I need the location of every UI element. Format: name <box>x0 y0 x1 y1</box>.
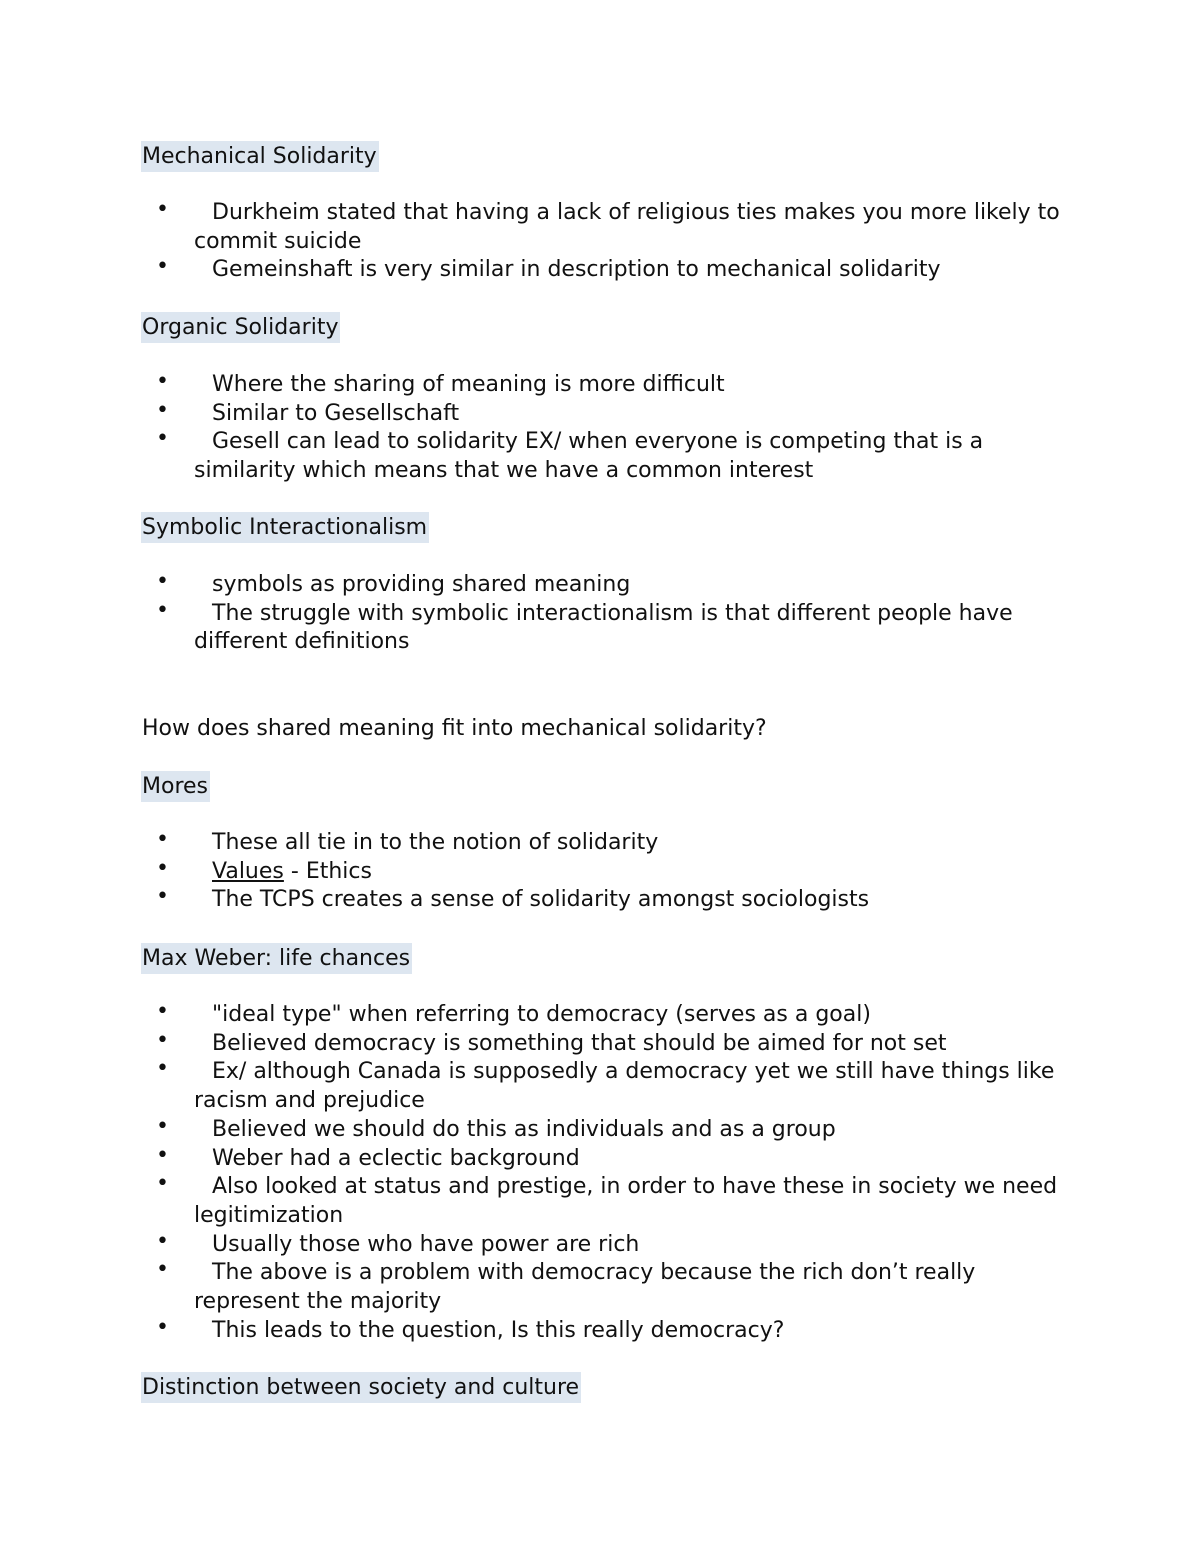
list-item-text: This leads to the question, Is this really democracy? <box>212 1317 785 1343</box>
list-item <box>0 886 1074 915</box>
list-item-text: Believed democracy is something that should be aimed for not set <box>212 1030 947 1056</box>
list-item <box>0 597 1074 657</box>
organic-list <box>0 371 1200 486</box>
bullet-icon: • <box>156 597 169 623</box>
list-item-text: symbols as providing shared meaning <box>212 572 631 597</box>
list-item <box>0 1001 1074 1030</box>
list-item <box>0 1173 1074 1230</box>
bullet-icon: • <box>156 1171 169 1197</box>
list-item <box>0 855 1074 887</box>
bullet-icon: • <box>156 254 169 280</box>
question-text: How does shared meaning fit into mechanical solidarity? <box>142 716 767 741</box>
bullet-icon: • <box>156 1228 169 1254</box>
list-item-text: These all tie in to the notion of solidarity <box>212 830 659 855</box>
weber-list <box>0 1001 1200 1345</box>
list-item <box>0 428 1074 485</box>
list-item-text: Usually those who have power are rich <box>212 1231 640 1257</box>
list-item <box>0 1142 1074 1174</box>
list-item <box>0 1058 1074 1115</box>
mechanical-list <box>0 199 1200 285</box>
bullet-icon: • <box>156 1056 169 1082</box>
list-item-text: Believed we should do this as individuals and as a group <box>212 1116 836 1142</box>
heading-mores: Mores <box>141 771 210 802</box>
heading-organic-solidarity: Organic Solidarity <box>141 312 340 343</box>
bullet-icon: • <box>156 1314 169 1340</box>
bullet-icon: • <box>156 1027 169 1053</box>
bullet-icon: • <box>156 827 169 852</box>
list-item <box>0 1259 1074 1316</box>
heading-max-weber: Max Weber: life chances <box>141 943 412 974</box>
list-item-text: "ideal type" when referring to democracy (serves as a goal) <box>212 1002 871 1027</box>
bullet-icon: • <box>156 1257 169 1283</box>
bullet-icon: • <box>156 369 169 394</box>
list-item <box>0 1228 1074 1260</box>
heading-distinction: Distinction between society and culture <box>141 1372 581 1403</box>
ethics-text: - Ethics <box>283 858 372 884</box>
bullet-icon: • <box>156 197 169 222</box>
bullet-icon: • <box>156 999 169 1024</box>
list-item <box>0 371 1074 400</box>
bullet-icon: • <box>156 397 169 423</box>
bullet-icon: • <box>156 855 169 881</box>
list-item <box>0 571 1074 600</box>
list-item-text: Similar to Gesellschaft <box>212 400 460 426</box>
list-item <box>0 1027 1074 1059</box>
heading-mechanical-solidarity: Mechanical Solidarity <box>141 141 379 172</box>
list-item <box>0 256 1074 285</box>
list-item-text: The struggle with symbolic interactionalism is that different people have different definitions <box>194 600 1013 655</box>
list-item-text: Durkheim stated that having a lack of religious ties makes you more likely to commit suicide <box>194 200 1060 254</box>
list-item <box>0 1314 1074 1346</box>
heading-symbolic-interactionalism: Symbolic Interactionalism <box>141 512 429 543</box>
list-item <box>0 829 1074 858</box>
bullet-icon: • <box>156 569 169 594</box>
list-item <box>0 199 1074 256</box>
list-item-text: Also looked at status and prestige, in order to have these in society we need legitimization <box>194 1174 1058 1228</box>
list-item-text: The TCPS creates a sense of solidarity amongst sociologists <box>212 887 870 913</box>
list-item-text: Weber had a eclectic background <box>212 1145 580 1171</box>
symbolic-list <box>0 571 1200 657</box>
bullet-icon: • <box>156 426 169 452</box>
list-item-text: Ex/ although Canada is supposedly a democracy yet we still have things like racism and prejudice <box>194 1059 1055 1114</box>
list-item <box>0 1113 1074 1145</box>
bullet-icon: • <box>156 884 169 910</box>
bullet-icon: • <box>156 1113 169 1139</box>
list-item-text: The above is a problem with democracy because the rich don’t really represent the majority <box>194 1260 976 1315</box>
list-item-text: Gemeinshaft is very similar in description to mechanical solidarity <box>212 257 941 283</box>
list-item-text: Gesell can lead to solidarity EX/ when everyone is competing that is a similarity which means that we have a common interest <box>194 429 984 484</box>
list-item <box>0 397 1074 429</box>
bullet-icon: • <box>156 1142 169 1168</box>
values-underlined: Values <box>212 858 284 884</box>
list-item-text: Where the sharing of meaning is more difficult <box>212 372 725 397</box>
mores-list <box>0 829 1200 915</box>
